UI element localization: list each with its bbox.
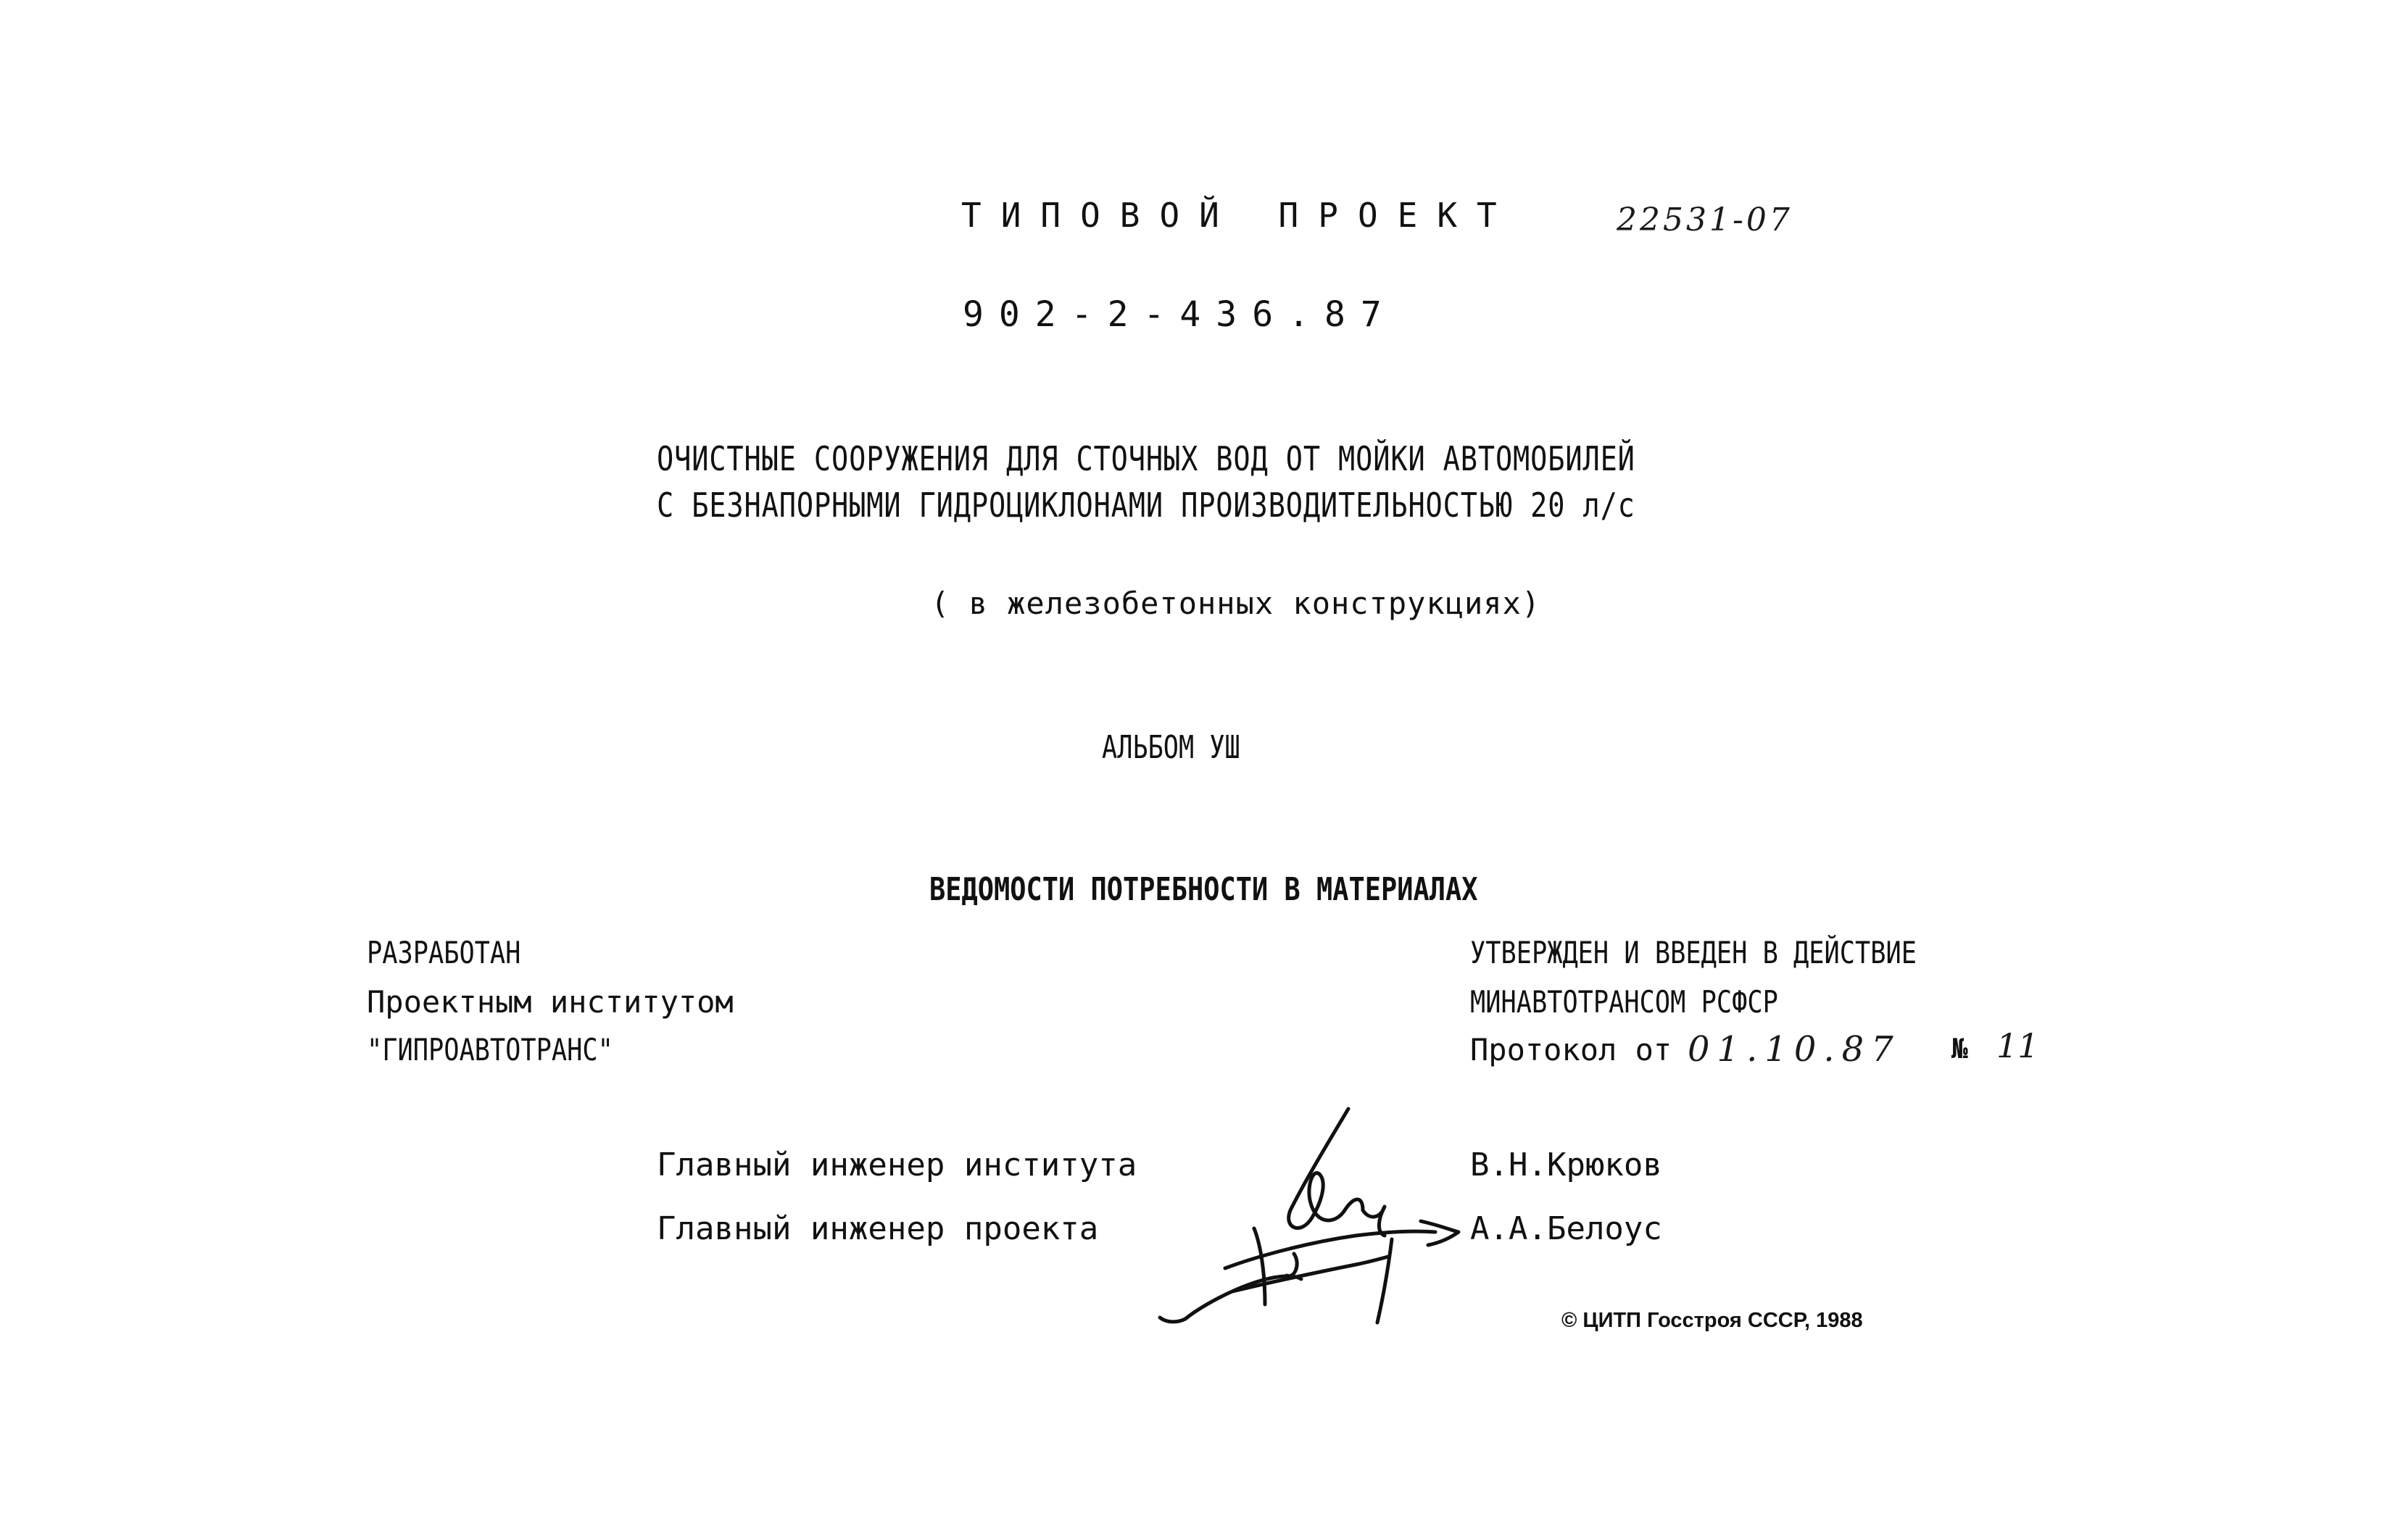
project-number: 902-2-436.87 xyxy=(963,294,1397,335)
registration-number: 22531-07 xyxy=(1617,201,1793,238)
chief-engineer-project-name: А.А.Белоус xyxy=(1470,1210,1662,1247)
title-line-2: С БЕЗНАПОРНЫМИ ГИДРОЦИКЛОНАМИ ПРОИЗВОДИТЕЛЬНОСТЬЮ 20 л/с xyxy=(657,486,1635,525)
protocol-number-sign: № xyxy=(1951,1033,1968,1065)
chief-engineer-institute-name: В.Н.Крюков xyxy=(1470,1146,1662,1183)
document-title: ВЕДОМОСТИ ПОТРЕБНОСТИ В МАТЕРИАЛАХ xyxy=(929,871,1478,908)
approved-label: УТВЕРЖДЕН И ВВЕДЕН В ДЕЙСТВИЕ xyxy=(1470,935,1917,970)
title-line-1: ОЧИСТНЫЕ СООРУЖЕНИЯ ДЛЯ СТОЧНЫХ ВОД ОТ МОЙКИ АВТОМОБИЛЕЙ xyxy=(657,439,1635,478)
album-label: АЛЬБОМ УШ xyxy=(1102,729,1240,766)
handwritten-signature xyxy=(1145,1102,1479,1333)
construction-subtitle: ( в железобетонных конструкциях) xyxy=(931,586,1541,621)
copyright-notice: © ЦИТП Госстроя СССР, 1988 xyxy=(1561,1309,1863,1332)
developer-institute-name: "ГИПРОАВТОТРАНС" xyxy=(367,1032,613,1067)
approving-authority: МИНАВТОТРАНСОМ РСФСР xyxy=(1470,984,1778,1020)
developed-label: РАЗРАБОТАН xyxy=(367,935,521,970)
protocol-label: Протокол от xyxy=(1470,1032,1672,1067)
document-type-label: ТИПОВОЙ ПРОЕКТ xyxy=(961,196,1517,235)
chief-engineer-institute-role: Главный инженер института xyxy=(657,1146,1137,1183)
protocol-date: 01.10.87 xyxy=(1688,1029,1901,1070)
protocol-number: 11 xyxy=(1996,1026,2039,1065)
chief-engineer-project-role: Главный инженер проекта xyxy=(657,1210,1099,1247)
developed-by-line: Проектным институтом xyxy=(367,984,734,1020)
